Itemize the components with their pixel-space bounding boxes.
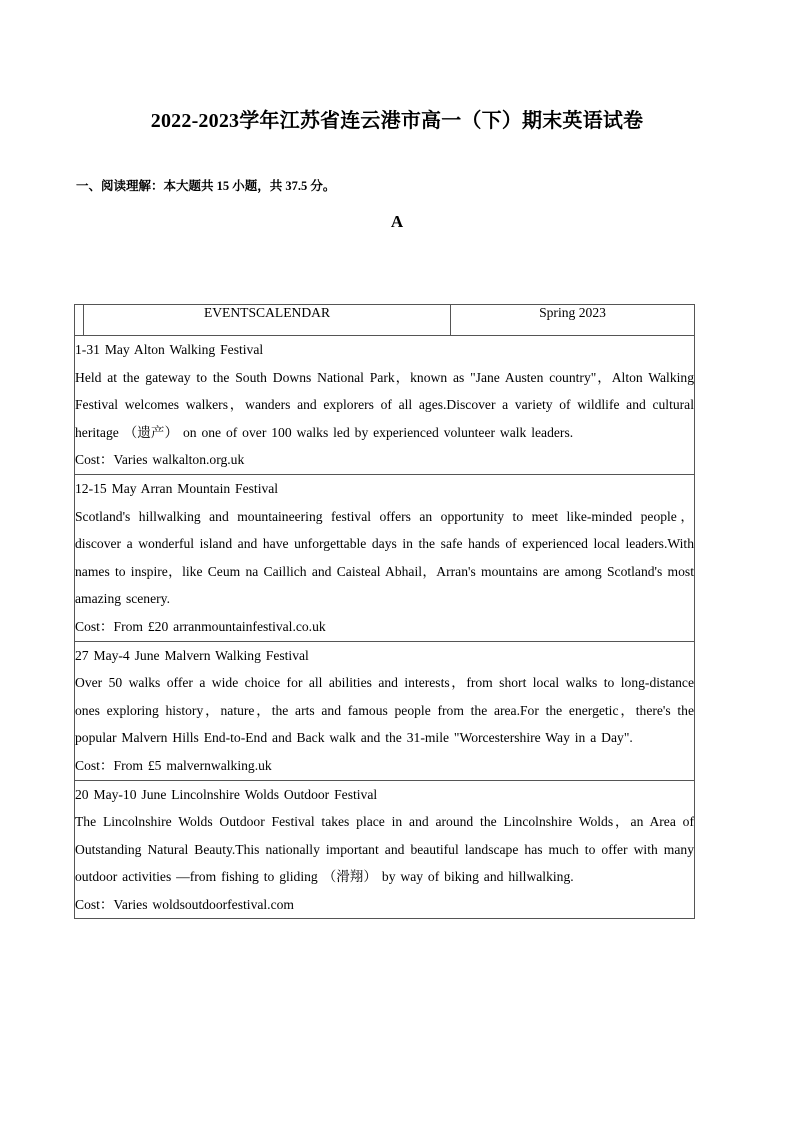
calendar-header-season: Spring 2023 [451,305,695,336]
event-heading: 1-31 May Alton Walking Festival [75,342,264,357]
event-cost: Cost：Varies woldsoutdoorfestival.com [75,896,294,912]
page-title: 2022-2023学年江苏省连云港市高一（下）期末英语试卷 [150,110,644,132]
event-cost: Cost：From £5 malvernwalking.uk [75,757,272,773]
event-row [75,474,695,641]
event-description: Held at the gateway to the South Downs National Park，known as "Jane Austen country"，Alton Walking Festival welcomes walkers，wanders and explorers of all ages.Discover a variety of wildlife and cultural heritage （遗产） on one of over 100 walks led by experienced volunteer walk leaders. [75,369,694,440]
event-cost: Cost：From £20 arranmountainfestival.co.uk [75,618,326,634]
passage-label: A [390,212,404,231]
event-row [75,336,695,475]
calendar-header-row [75,305,695,336]
event-cell [75,780,695,919]
event-cell [75,641,695,780]
event-row [75,780,695,919]
event-description: Scotland's hillwalking and mountaineering festival offers an opportunity to meet like-minded people，discover a wonderful island and have unforgettable days in the safe hands of experienced local leaders.With names to inspire，like Ceum na Caillich and Caisteal Abhail，Arran's mountains are among Scotland's most amazing scenery. [75,508,694,607]
header-spacer-cell [75,305,84,336]
event-cell [75,474,695,641]
events-calendar-table [74,304,695,919]
event-heading: 20 May-10 June Lincolnshire Wolds Outdoor Festival [75,786,378,802]
event-cell [75,336,695,475]
event-heading: 12-15 May Arran Mountain Festival [75,480,279,496]
event-row [75,641,695,780]
calendar-header-title: EVENTSCALENDAR [84,305,451,336]
event-cost: Cost：Varies walkalton.org.uk [75,452,245,468]
event-description: Over 50 walks offer a wide choice for all abilities and interests，from short local walks to long-distance ones exploring history，nature，the arts and famous people from the area.For the energetic，there's the popular Malvern Hills End-to-End and Back walk and the 31-mile "Worcestershire Way in a Day". [75,675,694,746]
event-description: The Lincolnshire Wolds Outdoor Festival takes place in and around the Lincolnshire Wolds，an Area of Outstanding Natural Beauty.This nationally important and beautiful landscape has much to offer with many outdoor activities —from fishing to gliding （滑翔） by way of biking and hillwalking. [75,814,694,885]
section-heading: 一、阅读理解：本大题共 15 小题，共 37.5 分。 [76,179,336,193]
event-heading: 27 May-4 June Malvern Walking Festival [75,647,309,663]
